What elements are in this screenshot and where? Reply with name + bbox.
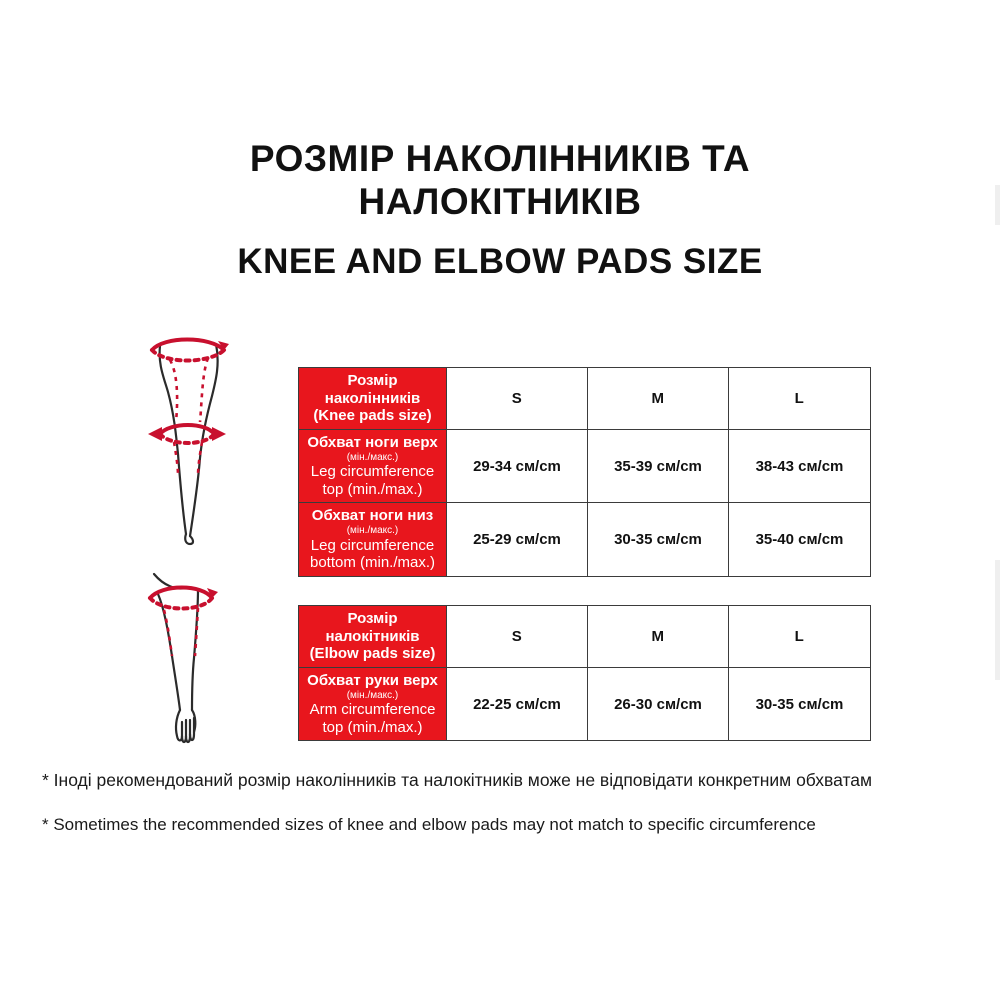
leg-measurement-illustration: [120, 330, 290, 555]
knee-header-size-s: S: [447, 368, 588, 430]
table-row: [299, 368, 871, 430]
elbow-table-header-label: [299, 606, 447, 668]
knee-row1-value-l: 38-43 см/cm: [729, 430, 871, 503]
page-title: [0, 138, 1000, 282]
elbow-header-ua-line2: налокітників: [325, 627, 420, 645]
elbow-row1-value-s: 22-25 см/cm: [447, 668, 588, 741]
table-row: [299, 606, 871, 668]
knee-row1-value-m: 35-39 см/cm: [588, 430, 729, 503]
knee-row2-ua-line1: Обхват ноги низ: [311, 507, 434, 525]
knee-header-size-m: M: [588, 368, 729, 430]
knee-row1-en-line2: top (min./max.): [322, 480, 423, 498]
knee-row2-value-m: 30-35 см/cm: [588, 503, 729, 576]
table-row: [299, 430, 871, 503]
knee-row2-value-l: 35-40 см/cm: [729, 503, 871, 576]
elbow-header-size-m: M: [588, 606, 729, 668]
elbow-row1-label: [299, 668, 447, 741]
table-row: [299, 668, 871, 741]
elbow-row1-ua-line2: (мін./макс.): [346, 689, 399, 701]
knee-row1-ua-line1: Обхват ноги верх: [307, 434, 438, 452]
elbow-header-size-s: S: [447, 606, 588, 668]
knee-row2-ua-line2: (мін./макс.): [346, 524, 399, 536]
title-english: KNEE AND ELBOW PADS SIZE: [237, 241, 763, 281]
knee-header-ua-line2: наколінників: [324, 389, 421, 407]
elbow-row1-en-line2: top (min./max.): [322, 718, 423, 736]
elbow-row1-value-m: 26-30 см/cm: [588, 668, 729, 741]
elbow-row1-value-l: 30-35 см/cm: [729, 668, 871, 741]
elbow-header-en: (Elbow pads size): [309, 645, 436, 663]
knee-row1-label: [299, 430, 447, 503]
table-row: [299, 503, 871, 576]
knee-pads-size-table: [298, 367, 871, 577]
title-ukrainian-line1: РОЗМІР НАКОЛІННИКІВ ТА: [249, 138, 751, 179]
footnotes: [42, 768, 962, 838]
elbow-pads-size-table: [298, 605, 871, 741]
knee-table-header-label: [299, 368, 447, 430]
footnote-ukrainian: * Іноді рекомендований розмір наколінників та налокітників може не відповідати конкретним обхватам: [42, 770, 873, 790]
elbow-row1-ua-line1: Обхват руки верх: [307, 672, 438, 690]
knee-header-ua-line1: Розмір: [347, 372, 398, 389]
knee-header-en: (Knee pads size): [313, 407, 432, 425]
knee-row1-ua-line2: (мін./макс.): [346, 451, 399, 463]
elbow-row1-en-line1: Arm circumference: [309, 701, 436, 719]
elbow-header-ua-line1: Розмір: [347, 610, 398, 627]
knee-row2-label: [299, 503, 447, 576]
knee-row1-value-s: 29-34 см/cm: [447, 430, 588, 503]
title-ukrainian-line2: НАЛОКІТНИКІВ: [358, 180, 642, 222]
title-ukrainian: [0, 138, 1000, 224]
elbow-header-size-l: L: [729, 606, 871, 668]
knee-row2-value-s: 25-29 см/cm: [447, 503, 588, 576]
footnote-english: * Sometimes the recommended sizes of knee and elbow pads may not match to specific circumference: [42, 815, 816, 835]
knee-header-size-l: L: [729, 368, 871, 430]
knee-row2-en-line1: Leg circumference: [310, 536, 435, 554]
knee-row2-en-line2: bottom (min./max.): [309, 554, 436, 572]
scan-artifact: [995, 560, 1000, 680]
arm-measurement-illustration: [120, 560, 290, 755]
knee-row1-en-line1: Leg circumference: [310, 463, 435, 481]
